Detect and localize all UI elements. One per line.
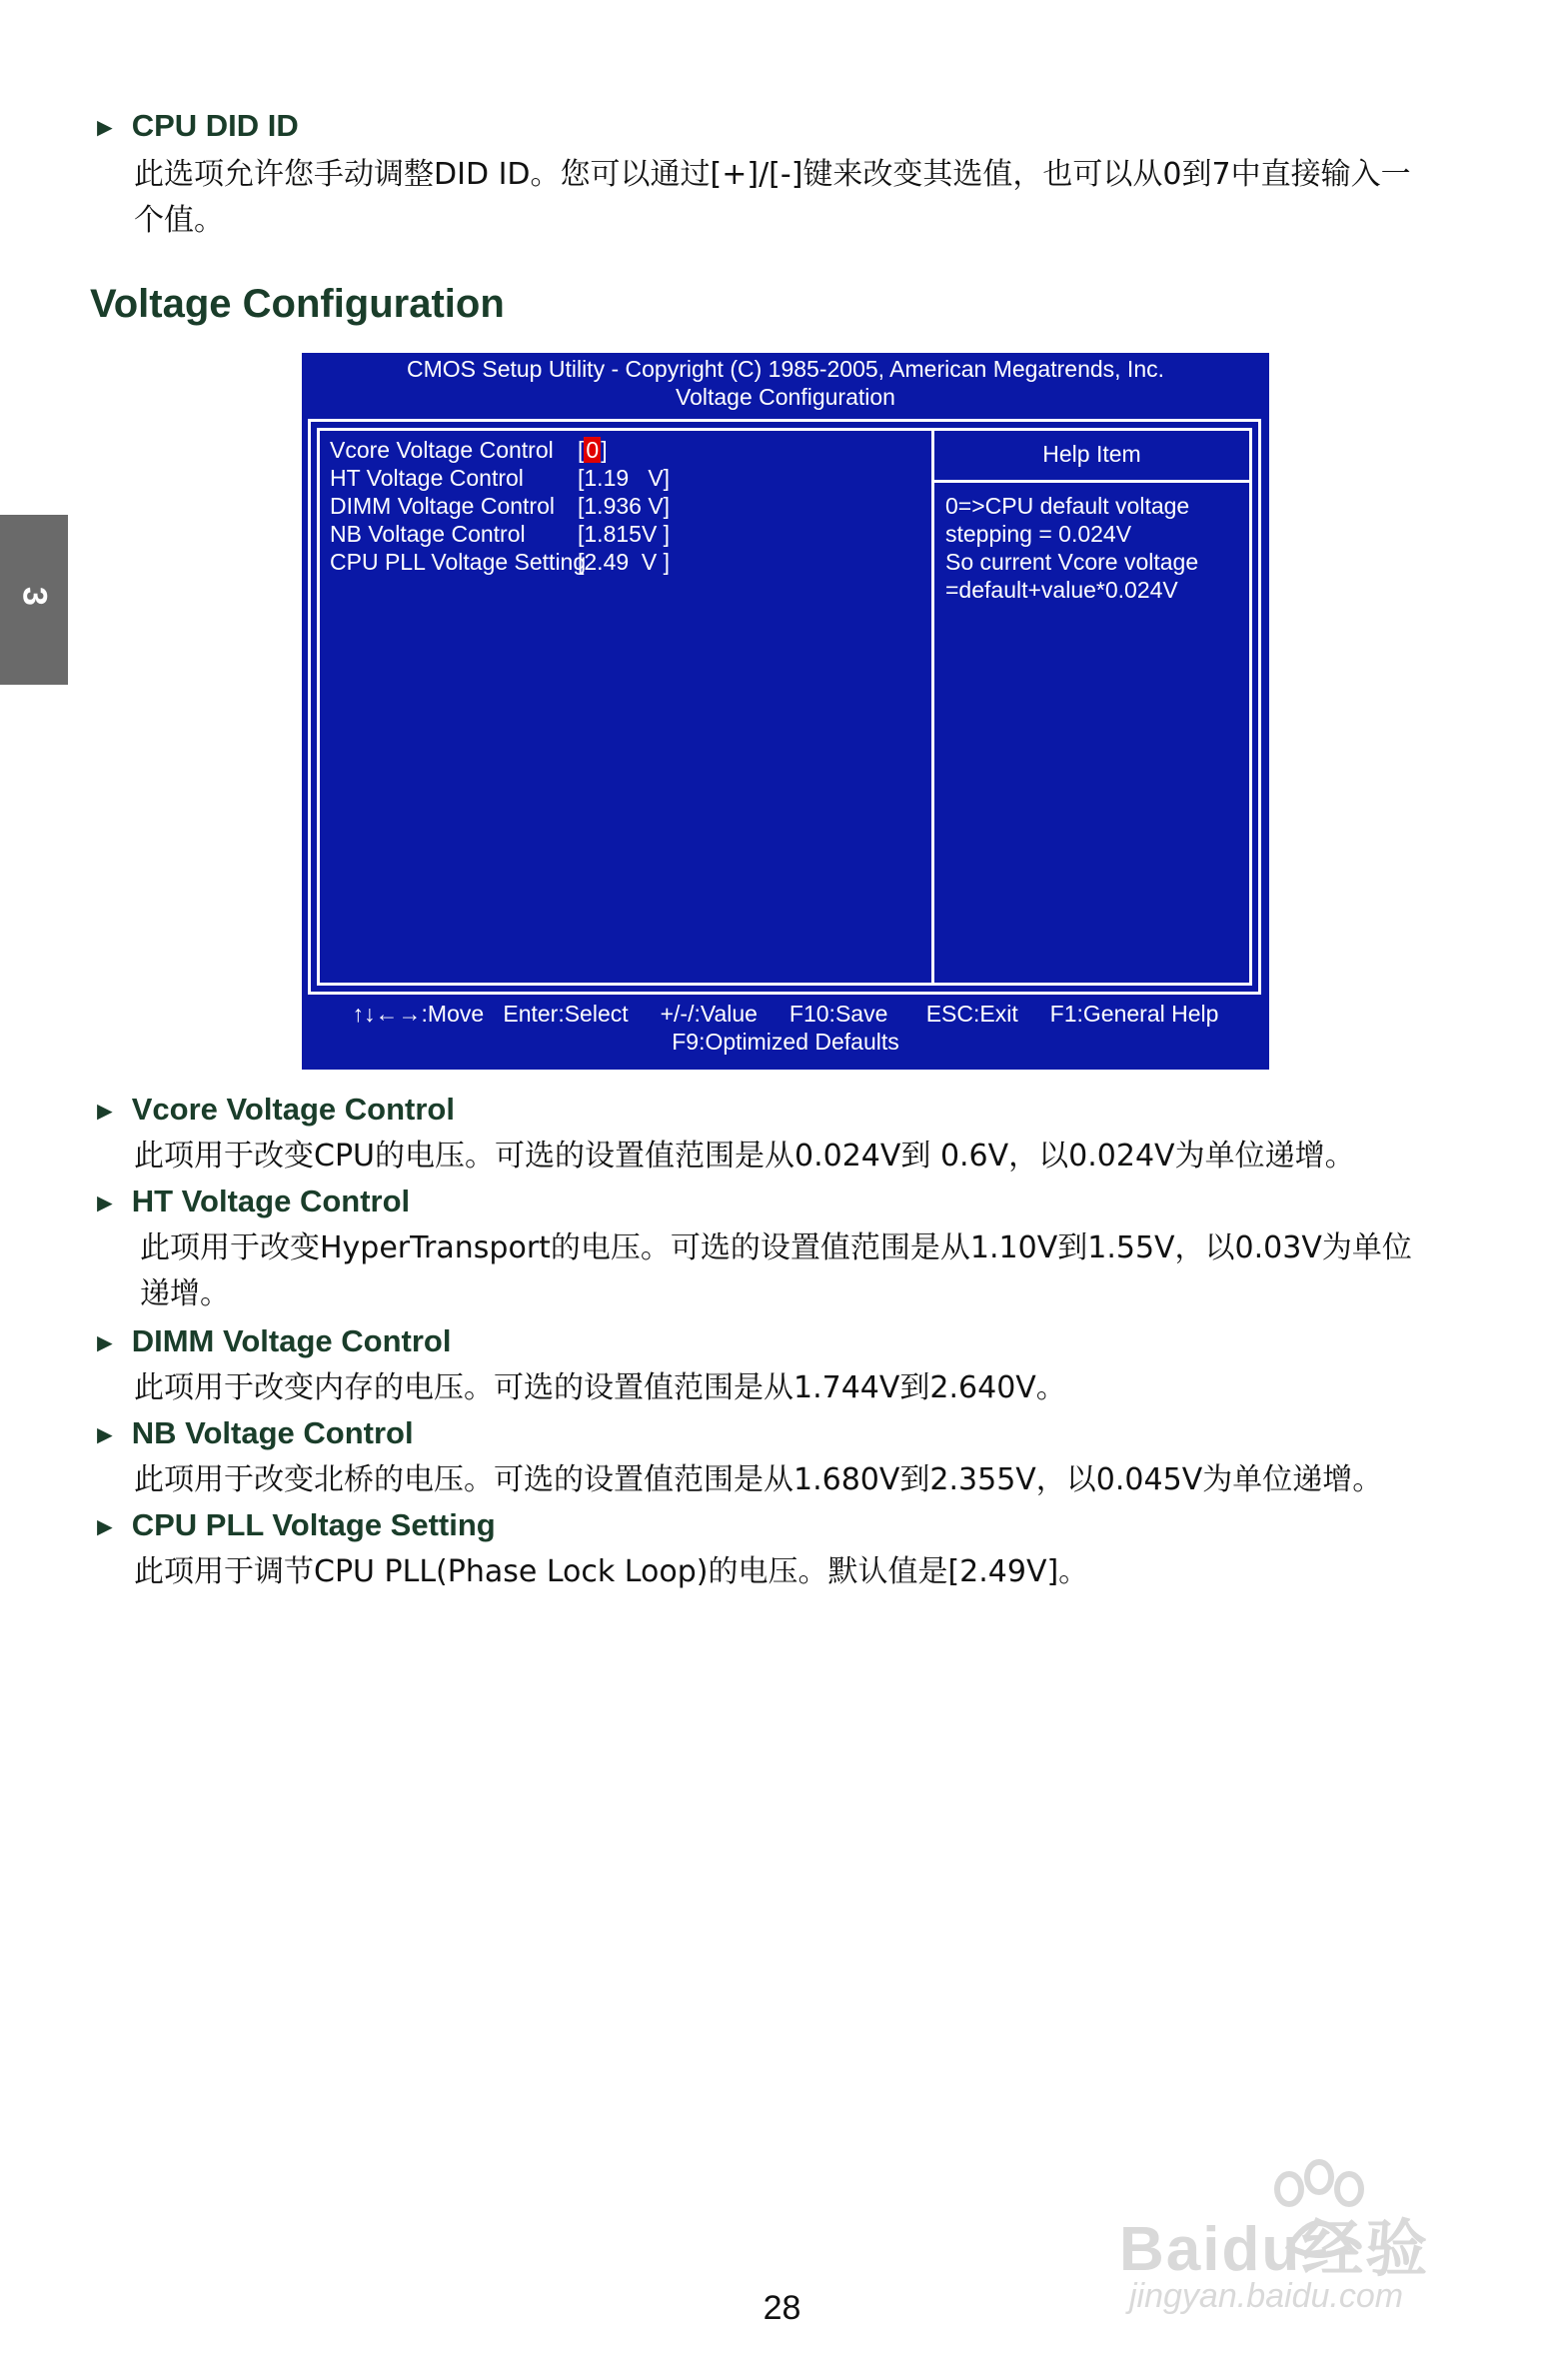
option-label: DIMM Voltage Control <box>330 493 555 519</box>
vcore-desc: 此项用于改变CPU的电压。可选的设置值范围是从0.024V到 0.6V，以0.024V为单位递增。 <box>134 1139 1355 1174</box>
bios-title-page: Voltage Configuration <box>676 384 895 410</box>
cpu-did-heading <box>92 106 299 147</box>
bios-inner-frame <box>317 428 1252 986</box>
help-line: stepping = 0.024V <box>945 521 1132 547</box>
bracket-open: [ <box>578 437 585 463</box>
bios-screen <box>302 353 1269 1070</box>
vcore-heading <box>92 1090 455 1131</box>
option-value[interactable]: [2.49 V ] <box>578 549 671 575</box>
option-label: Vcore Voltage Control <box>330 437 554 463</box>
option-value[interactable]: [1.19 V] <box>578 465 671 491</box>
page-number: 28 <box>763 2289 801 2327</box>
option-label: HT Voltage Control <box>330 465 524 491</box>
triangle-bullet-icon: ► <box>92 1096 118 1126</box>
watermark-logo-text: Baidu经验 <box>1119 2215 1430 2284</box>
bios-title-copyright: CMOS Setup Utility - Copyright (C) 1985-2005, American Megatrends, Inc. <box>406 356 1165 382</box>
help-line: =default+value*0.024V <box>945 577 1178 603</box>
dimm-heading-text: DIMM Voltage Control <box>131 1323 452 1358</box>
bios-frame <box>308 419 1261 995</box>
chapter-tab-number: 3 <box>15 587 54 606</box>
help-line: So current Vcore voltage <box>945 549 1199 575</box>
option-value[interactable]: [1.936 V] <box>578 493 671 519</box>
bios-footer-defaults: F9:Optimized Defaults <box>672 1029 899 1055</box>
cpu-did-line-1: 此选项允许您手动调整DID ID。您可以通过[+]/[-]键来改变其选值，也可以从0到7中直接输入一 <box>134 157 1411 192</box>
watermark-url: jingyan.baidu.com <box>1129 2277 1404 2315</box>
triangle-bullet-icon: ► <box>92 1419 118 1449</box>
option-label: NB Voltage Control <box>330 521 526 547</box>
help-separator <box>934 480 1249 483</box>
option-value[interactable] <box>578 437 608 464</box>
selected-value[interactable]: 0 <box>586 437 600 463</box>
triangle-bullet-icon: ► <box>92 1511 118 1541</box>
nb-heading-text: NB Voltage Control <box>131 1415 414 1450</box>
bios-divider <box>931 431 934 983</box>
ht-desc-line-1: 此项用于改变HyperTransport的电压。可选的设置值范围是从1.10V到1.55V，以0.03V为单位 <box>140 1230 1412 1265</box>
chapter-tab <box>0 515 68 685</box>
help-line: 0=>CPU default voltage <box>945 493 1190 519</box>
cpu-did-heading-text: CPU DID ID <box>131 108 299 143</box>
nb-desc: 此项用于改变北桥的电压。可选的设置值范围是从1.680V到2.355V，以0.045V为单位递增。 <box>134 1462 1383 1497</box>
ht-heading <box>92 1182 410 1222</box>
triangle-bullet-icon: ► <box>92 1327 118 1357</box>
help-item-title: Help Item <box>1042 441 1141 467</box>
cpu-pll-heading <box>92 1505 496 1546</box>
triangle-bullet-icon: ► <box>92 1188 118 1217</box>
cpu-pll-heading-text: CPU PLL Voltage Setting <box>131 1507 496 1542</box>
ht-heading-text: HT Voltage Control <box>131 1184 411 1218</box>
ht-desc-line-2: 递增。 <box>140 1276 230 1311</box>
bios-footer-keys: ↑↓←→:Move Enter:Select +/-/:Value F10:Save ESC:Exit F1:General Help <box>352 1001 1219 1027</box>
cpu-did-line-2: 个值。 <box>134 203 224 238</box>
option-value[interactable]: [1.815V ] <box>578 521 671 547</box>
dimm-desc: 此项用于改变内存的电压。可选的设置值范围是从1.744V到2.640V。 <box>134 1370 1066 1405</box>
triangle-bullet-icon: ► <box>92 112 118 142</box>
bracket-close: ] <box>601 437 608 463</box>
nb-heading <box>92 1413 414 1454</box>
dimm-heading <box>92 1321 451 1362</box>
cpu-pll-desc: 此项用于调节CPU PLL(Phase Lock Loop)的电压。默认值是[2.49V]。 <box>134 1554 1089 1589</box>
section-title: Voltage Configuration <box>90 282 505 326</box>
option-label: CPU PLL Voltage Setting <box>330 549 587 575</box>
vcore-heading-text: Vcore Voltage Control <box>131 1092 455 1127</box>
